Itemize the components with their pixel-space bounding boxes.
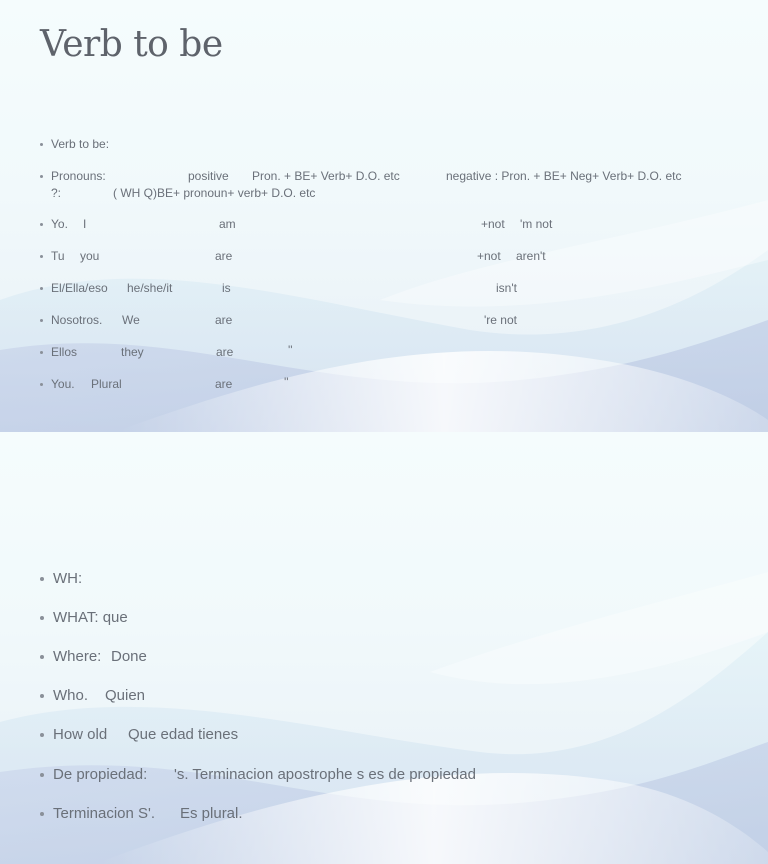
spanish-meaning: Es plural. xyxy=(180,805,243,822)
be-form: are xyxy=(215,313,233,327)
spanish-pronoun: Ellos xyxy=(51,345,78,359)
negative-form: aren't xyxy=(516,249,546,263)
english-pronoun: Plural xyxy=(91,377,122,391)
bullet-dot xyxy=(40,255,43,258)
spanish-pronoun: Tu xyxy=(51,249,65,263)
bullet-dot xyxy=(40,383,43,386)
bullet-dot xyxy=(40,694,44,698)
bullet-text: Verb to be: xyxy=(51,137,110,151)
negative-form: isn't xyxy=(496,281,517,295)
slide-2 xyxy=(0,432,768,864)
english-pronoun: you xyxy=(80,249,100,263)
spanish-pronoun: Nosotros. xyxy=(51,313,103,327)
spanish-meaning: Quien xyxy=(105,687,146,704)
bullet-dot xyxy=(40,287,43,290)
bullet-dot xyxy=(40,223,43,226)
bullet-dot xyxy=(40,175,43,178)
english-word: Who. xyxy=(53,687,89,704)
be-form: are xyxy=(215,377,233,391)
wh-heading: WH: xyxy=(53,570,83,587)
bullet-text: WHAT: que xyxy=(53,609,128,626)
bullet-dot xyxy=(40,773,44,777)
spanish-meaning: Que edad tienes xyxy=(128,726,239,743)
be-form: are xyxy=(216,345,234,359)
bullet-dot xyxy=(40,733,44,737)
be-form: are xyxy=(215,249,233,263)
question-label: ?: xyxy=(51,186,62,200)
be-form: is xyxy=(222,281,231,295)
english-pronoun: he/she/it xyxy=(127,281,173,295)
spanish-pronoun: El/Ella/eso xyxy=(51,281,108,295)
english-word: De propiedad: xyxy=(53,766,148,783)
positive-label: positive xyxy=(188,169,229,183)
negation: +not xyxy=(481,217,505,231)
bullet-dot xyxy=(40,319,43,322)
english-word: How old xyxy=(53,726,108,743)
english-pronoun: I xyxy=(83,217,87,231)
bullet-dot xyxy=(40,812,44,816)
spanish-pronoun: Yo. xyxy=(51,217,68,231)
ditto-mark: '' xyxy=(284,375,289,389)
ditto-mark: '' xyxy=(288,343,293,357)
question-formula: ( WH Q)BE+ pronoun+ verb+ D.O. etc xyxy=(113,186,316,200)
bullet-dot xyxy=(40,143,43,146)
english-pronoun: they xyxy=(121,345,144,359)
pronouns-label: Pronouns: xyxy=(51,169,106,183)
spanish-pronoun: You. xyxy=(51,377,75,391)
spanish-meaning: 's. Terminacion apostrophe s es de propiedad xyxy=(174,766,476,783)
english-pronoun: We xyxy=(122,313,140,327)
be-form: am xyxy=(219,217,236,231)
positive-formula: Pron. + BE+ Verb+ D.O. etc xyxy=(252,169,400,183)
bullet-dot xyxy=(40,616,44,620)
bullet-dot xyxy=(40,655,44,659)
negative-form: 'm not xyxy=(520,217,553,231)
english-word: Terminacion S'. xyxy=(53,805,156,822)
english-word: Where: xyxy=(53,648,102,665)
negative-formula: negative : Pron. + BE+ Neg+ Verb+ D.O. etc xyxy=(446,169,682,183)
negative-form: 're not xyxy=(484,313,517,327)
negation: +not xyxy=(477,249,501,263)
page-title: Verb to be xyxy=(40,24,223,65)
bullet-dot xyxy=(40,577,44,581)
spanish-meaning: Done xyxy=(111,648,147,665)
bullet-dot xyxy=(40,351,43,354)
